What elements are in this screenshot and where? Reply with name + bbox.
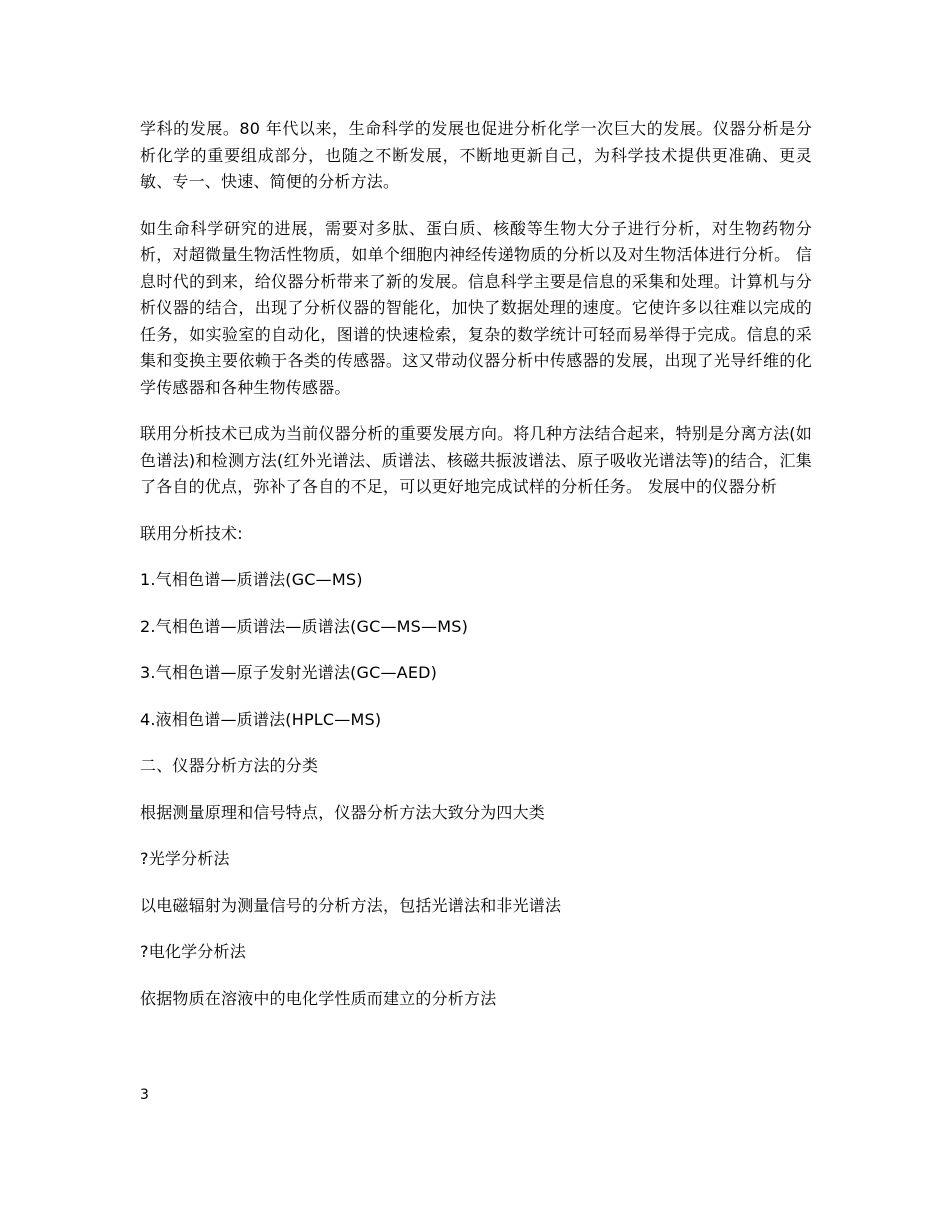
- list-item-gc-ms-ms: 2.气相色谱—质谱法—质谱法(GC—MS—MS): [140, 616, 469, 636]
- hyphenated-techniques-heading: 联用分析技术:: [140, 523, 243, 543]
- list-item-gc-ms: 1.气相色谱—质谱法(GC—MS): [140, 570, 363, 589]
- optical-analysis-description: 以电磁辐射为测量信号的分析方法，包括光谱法和非光谱法: [140, 895, 562, 915]
- paragraph-development: 学科的发展。80 年代以来，生命科学的发展也促进分析化学一次巨大的发展。仪器分析是分析化学的重要组成部分，也随之不断发展，不断地更新自己，为科学技术提供更准确、更灵敏、专一、快速、简便的分析方法。: [140, 119, 812, 191]
- list-item-gc-aed: 3.气相色谱—原子发射光谱法(GC—AED): [140, 663, 438, 682]
- body-text: [140, 116, 812, 1032]
- paragraph-hyphenated-techniques: 联用分析技术已成为当前仪器分析的重要发展方向。将几种方法结合起来，特别是分离方法(如色谱法)和检测方法(红外光谱法、质谱法、核磁共振波谱法、原子吸收光谱法等)的结合，汇集了各自的优点，弥补了各自的不足，可以更好地完成试样的分析任务。 发展中的仪器分析: [140, 424, 812, 496]
- list-item-hplc-ms: 4.液相色谱—质谱法(HPLC—MS): [140, 709, 382, 729]
- electrochemical-analysis-heading: ?电化学分析法: [140, 942, 246, 961]
- electrochemical-analysis-description: 依据物质在溶液中的电化学性质而建立的分析方法: [140, 988, 497, 1008]
- section-heading-classification: 二、仪器分析方法的分类: [140, 756, 319, 775]
- classification-intro: 根据测量原理和信号特点，仪器分析方法大致分为四大类: [140, 802, 546, 822]
- page-number: 3: [140, 1087, 149, 1103]
- optical-analysis-heading: ?光学分析法: [140, 849, 230, 868]
- paragraph-life-science: 如生命科学研究的进展，需要对多肽、蛋白质、核酸等生物大分子进行分析，对生物药物分析，对超微量生物活性物质，如单个细胞内神经传递物质的分析以及对生物活体进行分析。 信息时代的到来，给仪器分析带来了新的发展。信息科学主要是信息的采集和处理。计算机与分析仪器的结合，出现了分析仪器的智能化，加快了数据处理的速度。它使许多以往难以完成的任务，如实验室的自动化，图谱的快速检索，复杂的数学统计可轻而易举得于完成。信息的采集和变换主要依赖于各类的传感器。这又带动仪器分析中传感器的发展，出现了光导纤维的化学传感器和各种生物传感器。: [140, 218, 812, 397]
